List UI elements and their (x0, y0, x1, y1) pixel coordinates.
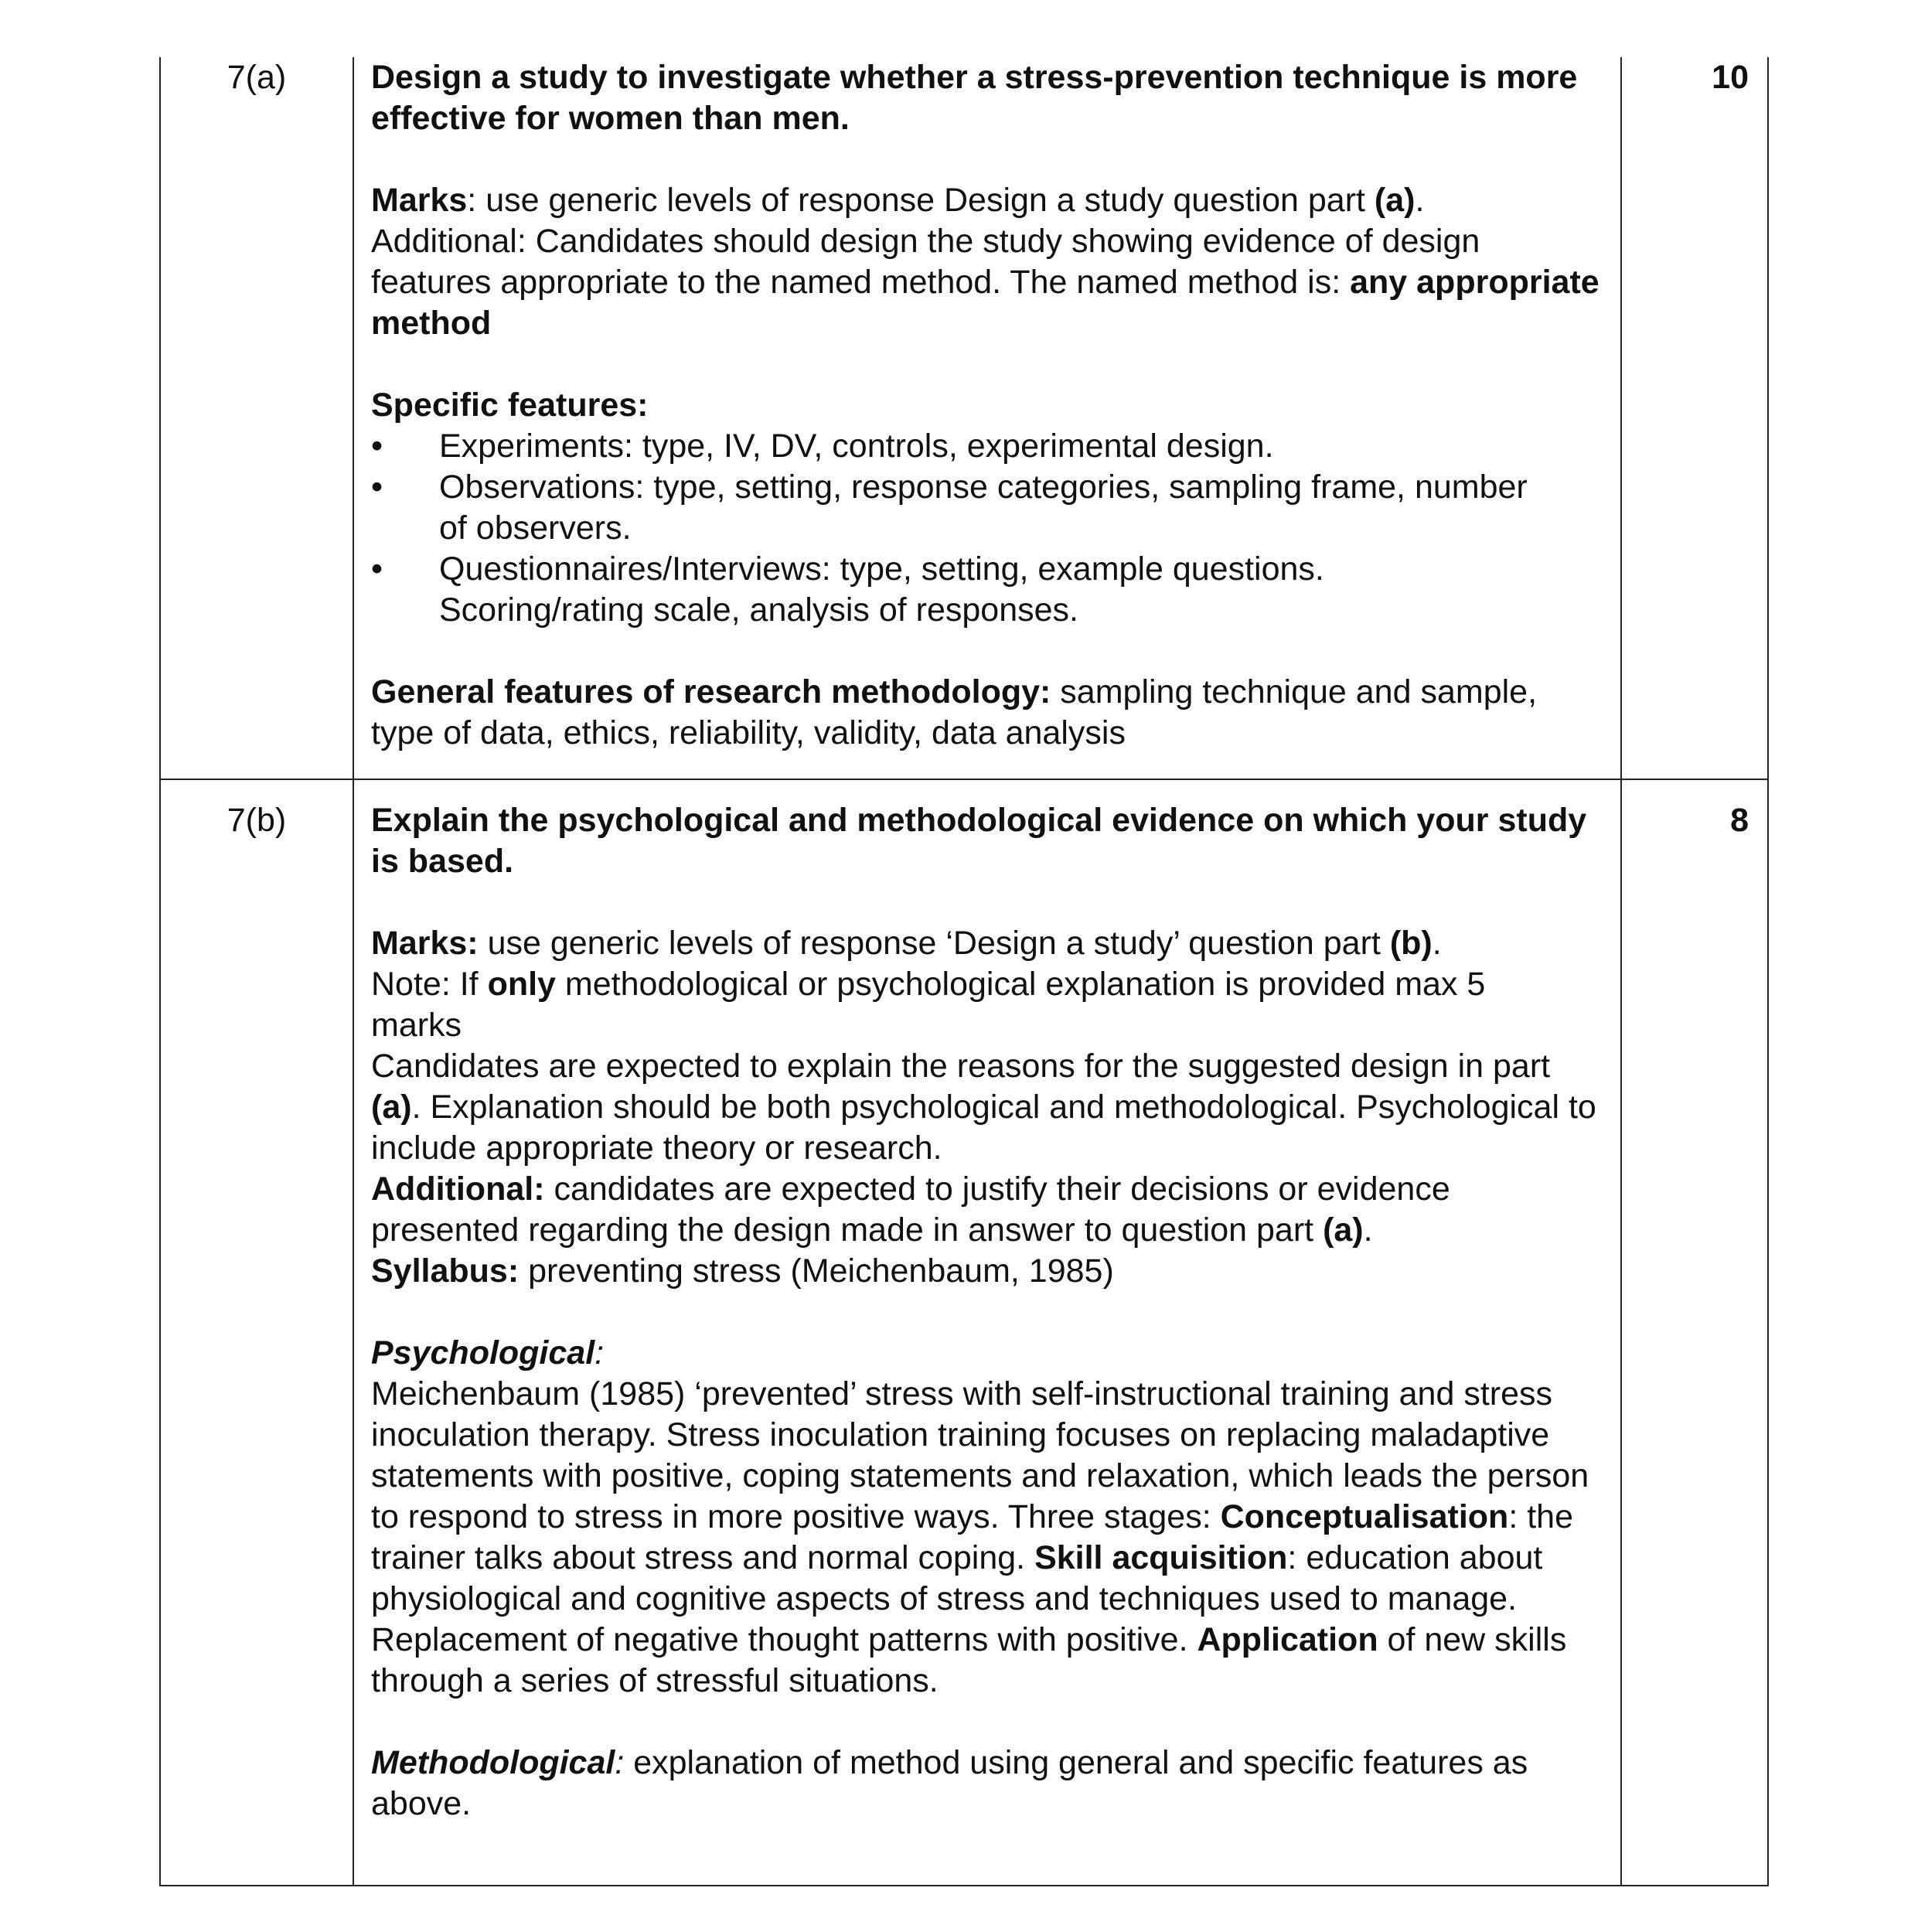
specific-features-list (371, 426, 1605, 631)
question-row-7a (160, 57, 1768, 779)
marks-available: 10 (1621, 57, 1768, 779)
marks-paragraph: Marks: use generic levels of response ‘Design a study’ question part (b). (371, 925, 1442, 962)
expected-paragraph: Candidates are expected to explain the reasons for the suggested design in part (a). Explanation should be both psychological and methodological. Psychological to include appropriate theory or research. (371, 1048, 1596, 1167)
note-paragraph: Note: If only methodological or psychological explanation is provided max 5 marks (371, 966, 1486, 1044)
methodological-paragraph: Methodological: explanation of method using general and specific features as above. (371, 1744, 1528, 1822)
question-number: 7(a) (160, 57, 353, 779)
question-number: 7(b) (160, 779, 353, 1886)
list-item: • Questionnaires/Interviews: type, setting, example questions. Scoring/rating scale, analysis of responses. (371, 549, 1605, 631)
list-item: • Observations: type, setting, response categories, sampling frame, number of observers. (371, 467, 1605, 549)
marks-paragraph: Marks: use generic levels of response Design a study question part (a). Additional: Candidates should design the study showing evidence of design features appropriate to the named method. The named method is: any appropriate method (371, 182, 1599, 342)
answer-guidance (353, 57, 1621, 779)
general-features-paragraph: General features of research methodology: sampling technique and sample, type of data, ethics, reliability, validity, data analysis (371, 673, 1538, 751)
question-heading: Explain the psychological and methodological evidence on which your study is based. (371, 802, 1587, 880)
psychological-heading: Psychological: (371, 1334, 605, 1371)
psychological-paragraph: Meichenbaum (1985) ‘prevented’ stress with self-instructional training and stress inoculation therapy. Stress inoculation training focuses on replacing maladaptive statements with positive, coping statements and relaxation, which leads the person to respond to stress in more positive ways. Three stages: Conceptualisation: the trainer talks about stress and normal coping. Skill acquisition: education about physiological and cognitive aspects of stress and techniques used to manage. Replacement of negative thought patterns with positive. Application of new skills through a series of stressful situations. (371, 1375, 1589, 1699)
mark-scheme-table (159, 57, 1769, 1886)
additional-paragraph: Additional: candidates are expected to justify their decisions or evidence presented regarding the design made in answer to question part (a). (371, 1170, 1450, 1249)
list-item: • Experiments: type, IV, DV, controls, experimental design. (371, 426, 1605, 467)
specific-features-heading: Specific features: (371, 387, 649, 424)
question-heading: Design a study to investigate whether a stress-prevention technique is more effective for women than men. (371, 59, 1578, 137)
syllabus-paragraph: Syllabus: preventing stress (Meichenbaum, 1985) (371, 1252, 1114, 1290)
question-row-7b (160, 779, 1768, 1886)
marks-available: 8 (1621, 779, 1768, 1886)
answer-guidance (353, 779, 1621, 1886)
